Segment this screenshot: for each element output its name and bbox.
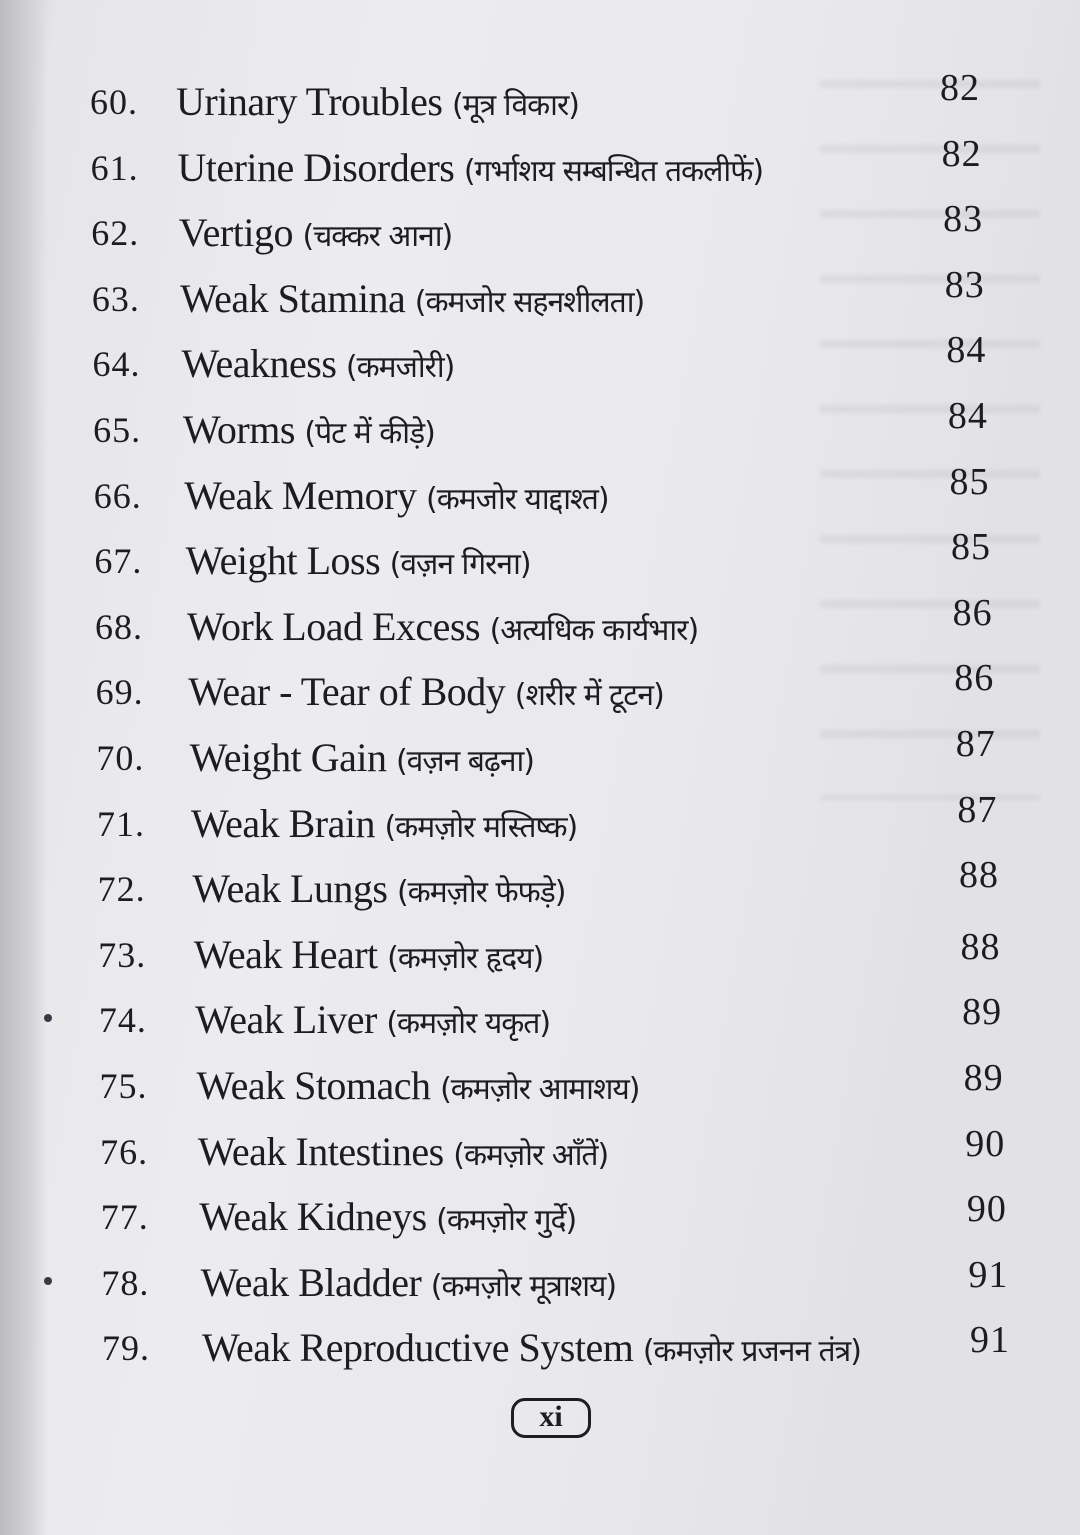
entry-page-number: 83 [943,198,984,241]
entry-page-number: 88 [960,925,1001,968]
entry-title-hindi: (कमज़ोर आमाशय) [440,1072,640,1107]
entry-title-hindi: (मूत्र विकार) [451,88,579,123]
entry-title [194,925,543,989]
toc-entry [96,728,896,788]
margin-mark [44,1014,52,1022]
entry-number: 72. [97,869,146,910]
entry-page-number: 85 [951,526,992,569]
entry-number: 75. [99,1066,148,1106]
entry-title-hindi: (वज़न बढ़ना) [395,744,534,779]
entry-title-english: Work Load Excess [186,603,481,649]
entry-title [183,400,435,464]
entry-number: 69. [95,672,144,713]
entry-page-number: 89 [962,991,1003,1034]
entry-title-hindi: (गर्भाशय सम्बन्धित तकलीफें) [463,153,764,189]
entry-title [201,1253,616,1317]
entry-title-english: Weak Heart [193,931,378,977]
entry-title-english: Weak Reproductive System [202,1325,634,1371]
entry-number: 66. [93,475,142,516]
entry-number: 79. [102,1328,150,1369]
entry-title-hindi: (कमज़ोर हृदय) [387,940,544,976]
entry-number: 76. [100,1131,149,1172]
entry-page-number: 85 [949,460,990,503]
entry-title-hindi: (पेट में कीड़े) [304,416,435,451]
entry-title-hindi: (कमज़ोर प्रजनन तंत्र) [642,1334,861,1370]
toc-entry [100,1122,900,1182]
entry-page-number: 84 [947,395,988,437]
entry-title-english: Wear - Tear of Body [188,669,506,715]
entry-title [191,794,577,858]
entry-page-number: 84 [946,329,987,372]
toc-entry [91,138,891,198]
entry-title-hindi: (कमज़ोर आँतें) [453,1137,609,1173]
entry-number: 70. [96,738,145,778]
entry-title [190,728,534,792]
entry-number: 60. [90,82,138,122]
entry-number: 63. [91,278,140,319]
toc-entry [97,794,897,854]
entry-title-hindi: (अत्यधिक कार्यभार) [489,612,699,648]
entry-title-english: Weight Gain [189,735,387,780]
entry-title [199,1187,576,1251]
entry-title-english: Weak Brain [191,800,375,846]
toc-entry [93,334,893,394]
entry-title-hindi: (कमजोरी) [345,350,455,386]
entry-number: 71. [96,803,145,844]
entry-page-number: 87 [957,788,998,831]
entry-page-number: 82 [940,67,980,109]
entry-number: 68. [95,606,144,647]
entry-page-number: 87 [955,723,996,765]
entry-number: 67. [94,541,143,582]
entry-page-number: 86 [954,657,995,700]
margin-mark [44,1277,52,1285]
toc-entry [102,1318,902,1378]
entry-title [184,466,608,530]
entry-title-english: Weak Memory [184,472,417,518]
entry-title-english: Vertigo [178,210,293,256]
entry-title [179,203,453,267]
entry-title-hindi: (कमजोर याद्दाश्त) [426,481,609,517]
entry-title-english: Weakness [181,341,337,387]
toc-entry [90,72,890,132]
entry-title-hindi: (कमज़ोर यकृत) [386,1006,551,1042]
toc-entry [91,203,891,263]
entry-page-number: 89 [963,1057,1004,1099]
entry-title-hindi: (कमज़ोर मस्तिष्क) [384,809,578,845]
entry-title-hindi: (कमज़ोर गुर्दे) [436,1203,577,1239]
entry-page-number: 82 [941,132,982,175]
entry-title [181,334,454,398]
entry-title-english: Weak Bladder [200,1259,422,1305]
entry-page-number: 86 [952,591,993,634]
entry-page-number: 91 [968,1253,1009,1296]
toc-entry [96,662,896,722]
toc-entry [92,269,892,329]
entry-title [198,1122,608,1186]
entry-page-number: 91 [970,1319,1010,1362]
toc-entry [99,990,899,1050]
entry-number: 77. [100,1197,149,1238]
toc-entry [94,466,894,526]
toc-entry [94,531,894,591]
entry-title-english: Weak Liver [195,997,377,1043]
entry-number: 78. [101,1262,150,1303]
entry-title-english: Urinary Troubles [176,79,443,124]
entry-number: 62. [91,213,140,254]
entry-title [176,72,579,136]
entry-page-number: 90 [966,1188,1007,1231]
toc-entry [101,1253,901,1313]
entry-title-english: Weight Loss [185,538,381,584]
entry-number: 65. [93,410,142,450]
entry-title [177,138,763,202]
entry-title [186,531,531,595]
entry-title-hindi: (वज़न गिरना) [389,547,531,583]
toc-entry [95,597,895,657]
entry-number: 61. [90,147,139,188]
toc-entry [99,1056,899,1116]
entry-title-hindi: (चक्कर आना) [302,219,453,255]
entry-title [197,1056,640,1120]
entry-number: 73. [98,934,147,975]
toc-entry [93,400,893,460]
toc-entry [98,925,898,985]
toc-entry [98,859,898,919]
entry-title-english: Weak Intestines [197,1128,444,1174]
entry-title [192,859,565,923]
entry-title-hindi: (कमज़ोर फेफड़े) [396,875,566,911]
entry-page-number: 90 [965,1122,1006,1165]
entry-title-english: Weak Lungs [192,866,388,912]
entry-title [180,269,644,333]
entry-page-number: 88 [958,854,999,897]
entry-title [195,990,550,1054]
page-number-footer: xi [511,1398,591,1438]
entry-title-english: Weak Kidneys [199,1194,427,1240]
entry-title [187,597,698,661]
entry-page-number: 83 [944,263,985,306]
entry-title-english: Weak Stamina [180,275,406,321]
entry-title-english: Worms [182,407,295,452]
entry-title-english: Uterine Disorders [177,144,455,190]
entry-title-hindi: (शरीर में टूटन) [514,678,664,714]
entry-title-hindi: (कमजोर सहनशीलता) [414,284,645,320]
entry-title-english: Weak Stomach [196,1063,431,1108]
entry-number: 74. [98,1000,147,1041]
entry-title-hindi: (कमज़ोर मूत्राशय) [430,1268,617,1304]
entry-title [188,662,663,726]
entry-number: 64. [92,344,141,385]
toc-entry [101,1187,901,1247]
entry-title [202,1318,861,1382]
